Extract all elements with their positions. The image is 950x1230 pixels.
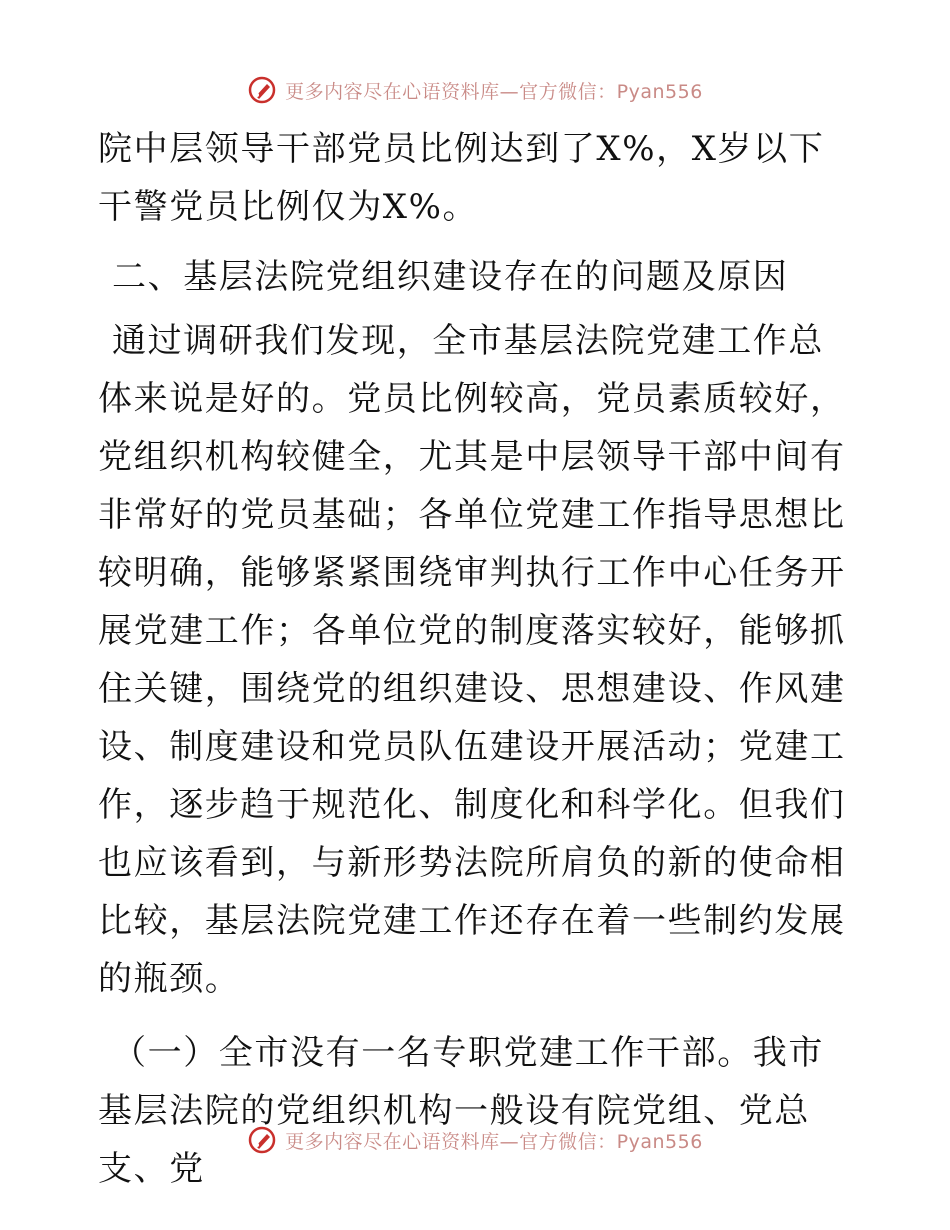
pen-seal-logo-icon (247, 1125, 277, 1155)
watermark-text: 更多内容尽在心语资料库—官方微信：Pyan556 (285, 80, 703, 103)
watermark-footer (0, 1120, 950, 1160)
paragraph-subsection-one: （一）全市没有一名专职党建工作干部。我市基层法院的党组织机构一般设有院党组、党总支、党 (98, 1033, 824, 1189)
watermark-text: 更多内容尽在心语资料库—官方微信：Pyan556 (285, 1130, 703, 1153)
paragraph-continuation: 院中层领导干部党员比例达到了X%，X岁以下干警党员比例仅为X%。 (98, 129, 825, 227)
paragraph-findings: 通过调研我们发现，全市基层法院党建工作总体来说是好的。党员比例较高，党员素质较好，党组织机构较健全，尤其是中层领导干部中间有非常好的党员基础；各单位党建工作指导思想比较明确，能够紧紧围绕审判执行工作中心任务开展党建工作；各单位党的制度落实较好，能够抓住关键，围绕党的组织建设、思想建设、作风建设、制度建设和党员队伍建设开展活动；党建工作，逐步趋于规范化、制度化和科学化。但我们也应该看到，与新形势法院所肩负的新的使命相比较，基层法院党建工作还存在着一些制约发展的瓶颈。 (98, 321, 846, 999)
section-heading: 二、基层法院党组织建设存在的问题及原因 (112, 257, 789, 297)
pen-seal-logo-icon (247, 75, 277, 105)
document-body (98, 120, 858, 1198)
watermark-header (0, 70, 950, 110)
